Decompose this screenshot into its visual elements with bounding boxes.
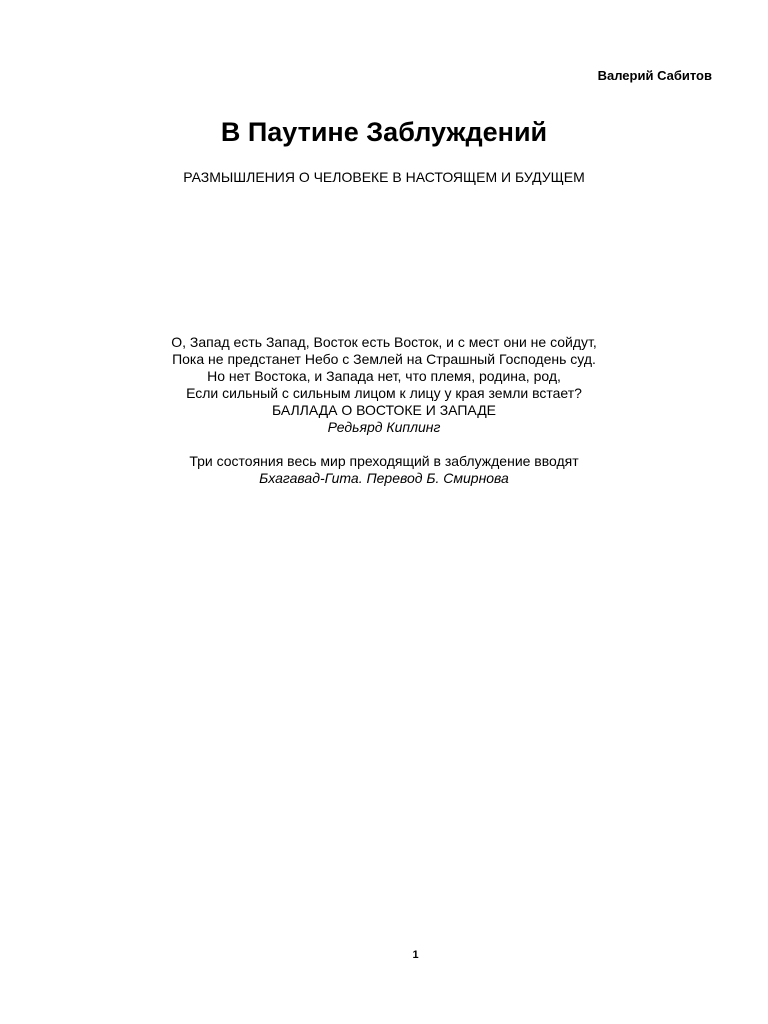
epigraph-line: Три состояния весь мир преходящий в заблуждение вводят — [189, 453, 579, 469]
epigraph-line: Пока не предстанет Небо с Землей на Страшный Господень суд. — [172, 351, 596, 367]
page-number: 1 — [412, 949, 419, 961]
author-name: Валерий Сабитов — [597, 68, 712, 83]
epigraph-attribution: Бхагавад-Гита. Перевод Б. Смирнова — [259, 470, 509, 486]
epigraph-line: Но нет Востока, и Запада нет, что племя, родина, род, — [207, 368, 561, 384]
epigraph-block — [0, 334, 768, 487]
document-title: В Паутине Заблуждений — [220, 117, 548, 147]
epigraph-spacer — [0, 436, 768, 453]
epigraph-attribution: Редьярд Киплинг — [327, 419, 441, 435]
epigraph-line: О, Запад есть Запад, Восток есть Восток, и с мест они не сойдут, — [171, 334, 597, 350]
document-subtitle: РАЗМЫШЛЕНИЯ О ЧЕЛОВЕКЕ В НАСТОЯЩЕМ И БУДУЩЕМ — [183, 169, 585, 185]
epigraph-line: Если сильный с сильным лицом к лицу у края земли встает? — [186, 385, 582, 401]
epigraph-source: БАЛЛАДА О ВОСТОКЕ И ЗАПАДЕ — [271, 402, 497, 418]
